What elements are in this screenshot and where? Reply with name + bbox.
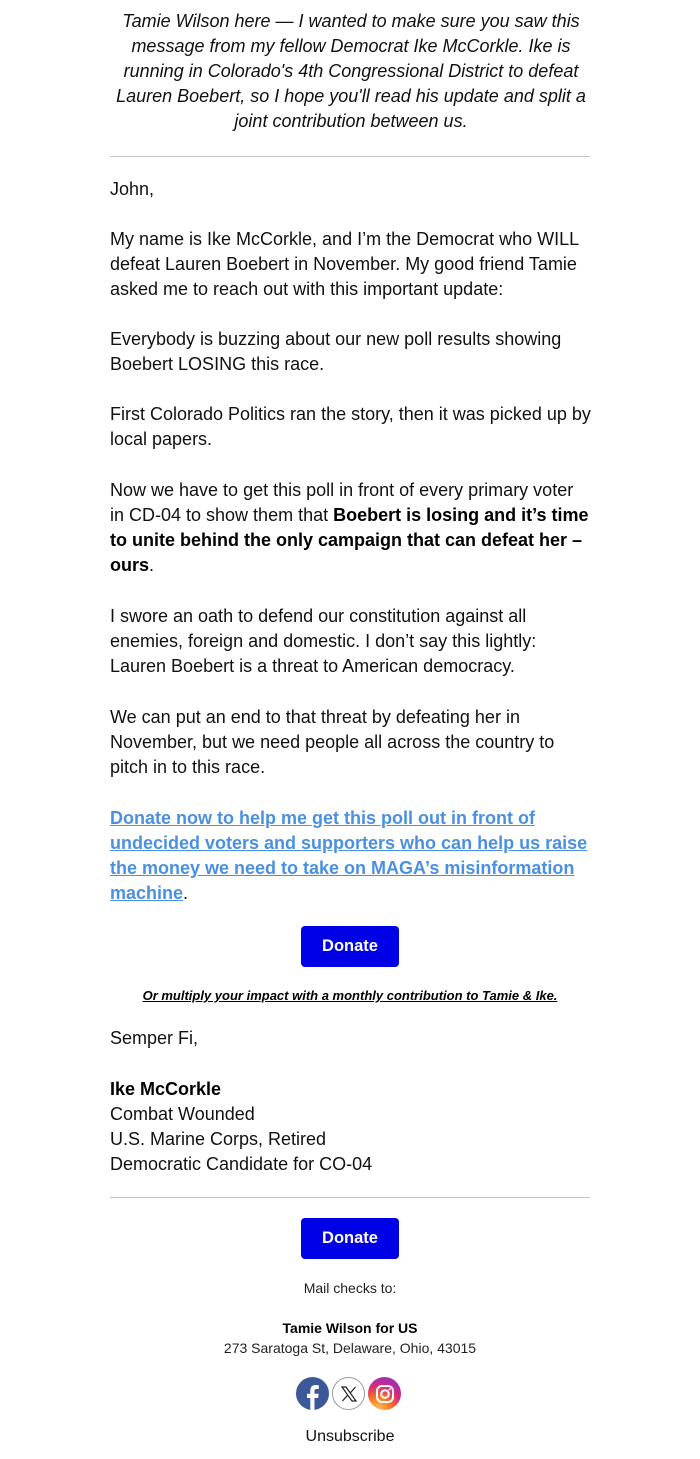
- divider: [110, 1197, 590, 1198]
- closing: Semper Fi,: [110, 1028, 199, 1048]
- greeting: John,: [110, 179, 155, 199]
- social-links: [296, 1377, 401, 1410]
- cta-paragraph: [110, 806, 592, 906]
- intro-message: Tamie Wilson here — I wanted to make sure you saw this message from my fellow Democrat Ike McCorkle. Ike is running in Colorado's 4th Congressional District to defeat Lauren Boebert, so I hope you'll read his update and split a joint contribution between us.: [116, 11, 586, 131]
- signature-line-3: Democratic Candidate for CO-04: [110, 1154, 373, 1174]
- paragraph-intro: My name is Ike McCorkle, and I’m the Democrat who WILL defeat Lauren Boebert in November. My good friend Tamie asked me to reach out with this important update:: [110, 229, 579, 299]
- org-address: 273 Saratoga St, Delaware, Ohio, 43015: [223, 1340, 477, 1356]
- facebook-icon[interactable]: [296, 1377, 329, 1410]
- monthly-contribution: [0, 988, 700, 1003]
- signature-line-1: Combat Wounded: [110, 1104, 255, 1124]
- period: .: [149, 555, 155, 575]
- footer-donate-button[interactable]: Donate: [301, 1218, 399, 1259]
- signature-line-2: U.S. Marine Corps, Retired: [110, 1129, 327, 1149]
- org-name: Tamie Wilson for US: [282, 1320, 418, 1336]
- signature-name: Ike McCorkle: [110, 1079, 222, 1099]
- mail-checks-label: Mail checks to:: [303, 1280, 397, 1296]
- paragraph-poll: Everybody is buzzing about our new poll results showing Boebert LOSING this race.: [110, 329, 562, 374]
- donate-button[interactable]: Donate: [301, 926, 399, 967]
- signature: [110, 1077, 592, 1177]
- unsubscribe-link[interactable]: Unsubscribe: [305, 1428, 395, 1445]
- paragraph-threat: We can put an end to that threat by defeating her in November, but we need people all across the country to pitch in to this race.: [110, 707, 555, 777]
- paragraph-call: [110, 478, 592, 578]
- monthly-contribution-link[interactable]: Or multiply your impact with a monthly contribution to Tamie & Ike.: [142, 988, 558, 1003]
- paragraph-call-bold: Boebert is losing and it’s time to unite behind the only campaign that can defeat her – ours: [110, 505, 589, 575]
- x-icon[interactable]: [332, 1377, 365, 1410]
- donate-link[interactable]: Donate now to help me get this poll out in front of undecided voters and supporters who can help us raise the money we need to take on MAGA’s misinformation machine: [110, 808, 588, 903]
- paragraph-oath: I swore an oath to defend our constitution against all enemies, foreign and domestic. I don’t say this lightly: Lauren Boebert is a threat to American democracy.: [110, 606, 537, 676]
- divider: [110, 156, 590, 157]
- paragraph-press: First Colorado Politics ran the story, then it was picked up by local papers.: [110, 404, 591, 449]
- paragraph-call-text: Now we have to get this poll in front of every primary voter in CD-04 to show them that: [110, 480, 574, 525]
- period: .: [183, 883, 189, 903]
- instagram-icon[interactable]: [368, 1377, 401, 1410]
